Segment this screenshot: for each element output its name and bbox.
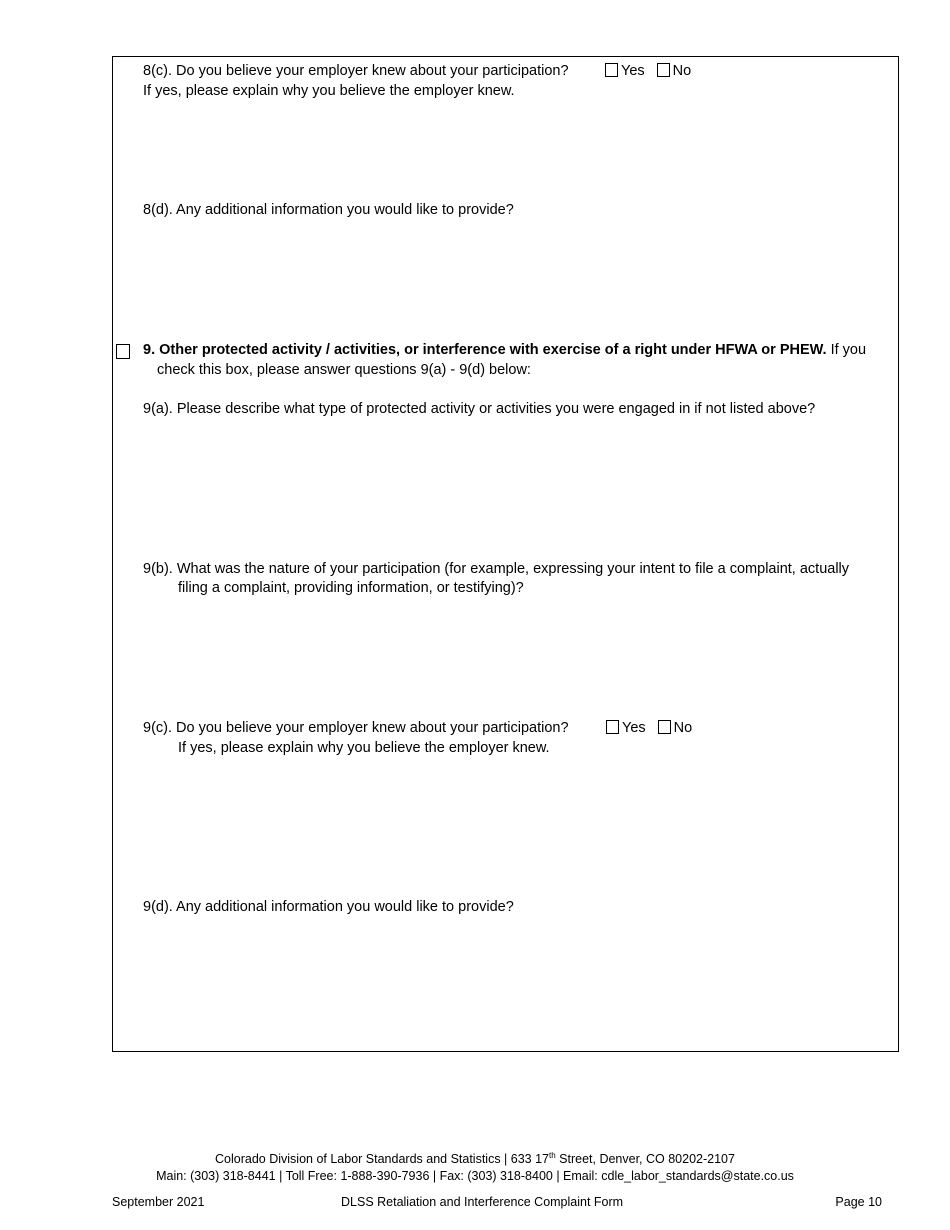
q9c-no-label: No bbox=[673, 720, 693, 736]
q9-heading-bold: 9. Other protected activity / activities, or interference with exercise of a right under HFWA or PHEW. bbox=[143, 342, 827, 358]
footer-contact: Main: (303) 318-8441 | Toll Free: 1-888-390-7936 | Fax: (303) 318-8400 | Email: cdle_labor_standards@state.co.us bbox=[156, 1169, 794, 1183]
q9d-question: 9(d). Any additional information you would like to provide? bbox=[143, 899, 514, 915]
footer-page-number: Page 10 bbox=[835, 1195, 882, 1209]
q8c-options bbox=[605, 62, 691, 80]
q9-heading bbox=[143, 341, 866, 359]
q9c-yes-label: Yes bbox=[622, 720, 646, 736]
q9-checkbox[interactable] bbox=[116, 344, 130, 359]
q8c-yes-checkbox[interactable] bbox=[605, 63, 618, 77]
q9c-yes-checkbox[interactable] bbox=[606, 720, 619, 734]
footer-address bbox=[0, 1151, 950, 1167]
q9b-question-line1: 9(b). What was the nature of your participation (for example, expressing your intent to file a complaint, actually bbox=[143, 561, 850, 577]
q9-heading-line2: check this box, please answer questions 9(a) - 9(d) below: bbox=[157, 362, 531, 378]
q8c-followup: If yes, please explain why you believe the employer knew. bbox=[143, 83, 515, 99]
q9a-question: 9(a). Please describe what type of protected activity or activities you were engaged in if not listed above? bbox=[143, 401, 816, 417]
footer-address-pre: Colorado Division of Labor Standards and Statistics | 633 17 bbox=[215, 1152, 550, 1166]
footer-address-post: Street, Denver, CO 80202-2107 bbox=[555, 1152, 735, 1166]
q9c-options bbox=[606, 719, 692, 737]
q8c-yes-label: Yes bbox=[621, 63, 645, 79]
footer-address-sup: th bbox=[549, 1151, 556, 1160]
q8c-question: 8(c). Do you believe your employer knew about your participation? bbox=[143, 63, 569, 79]
q9-heading-rest: If you bbox=[826, 342, 867, 358]
footer-form-name: DLSS Retaliation and Interference Complaint Form bbox=[341, 1195, 624, 1209]
q9c-followup: If yes, please explain why you believe the employer knew. bbox=[178, 740, 550, 756]
q8d-question: 8(d). Any additional information you would like to provide? bbox=[143, 202, 514, 218]
q9b-question-line2: filing a complaint, providing information, or testifying)? bbox=[178, 580, 524, 596]
q8c-no-label: No bbox=[672, 63, 692, 79]
q9c-no-checkbox[interactable] bbox=[658, 720, 671, 734]
q8c-no-checkbox[interactable] bbox=[657, 63, 670, 77]
q9c-question: 9(c). Do you believe your employer knew about your participation? bbox=[143, 720, 569, 736]
footer-date: September 2021 bbox=[112, 1195, 205, 1209]
